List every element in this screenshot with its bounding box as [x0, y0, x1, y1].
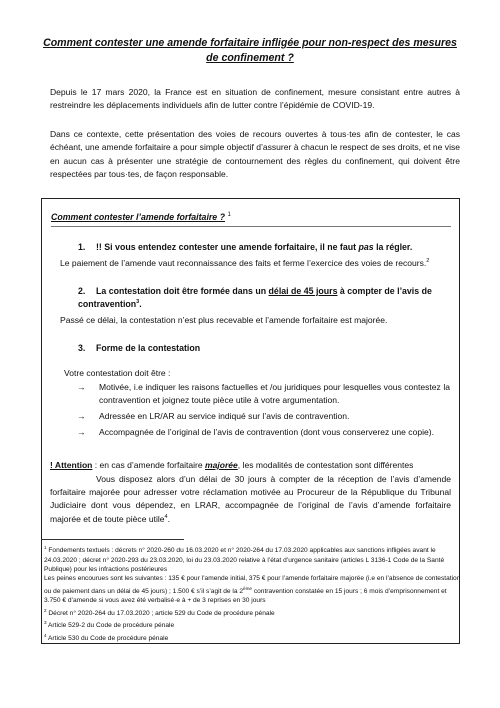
- footnote-3-text: Article 529-2 du Code de procédure pénale: [48, 622, 175, 630]
- list-item: [75, 410, 450, 423]
- contest-requirements-list: [75, 381, 450, 442]
- footnote-ref-4: 4: [164, 513, 168, 520]
- attention-label: ! Attention: [50, 460, 93, 470]
- attention-body-text: Vous disposez alors d’un délai de 30 jours à compter de la réception de l’avis d’amende forfaitaire majorée pour adresser votre réclamation motivée au Procureur de la République du Tribunal Judiciaire dont vous dépendez, en LRAR, accompagnée de l’original de l’avis d’amende forfaitaire majorée et de toute pièce utile: [50, 474, 451, 524]
- attention-body: [50, 473, 451, 526]
- step-2-deadline: délai de 45 jours: [268, 286, 338, 296]
- footnote-2: [44, 606, 462, 619]
- attention-text-a: : en cas d’amende forfaitaire: [92, 460, 206, 470]
- intro-paragraph-1: Depuis le 17 mars 2020, la France est en situation de confinement, mesure consistant entre autres à restreindre les déplacements individuels afin de lutter contre l’épidémie de COVID-19.: [50, 87, 460, 111]
- footnote-1-penalties-a: Les peines encourues sont les suivantes : 135 € pour l’amende initial, 375 € pour l’amende forfaitaire majorée (i.e en l’absence de contestation ou de paiement dans un délai de 45 jours) ; 1.500 € s’il s’agit de la 2: [44, 575, 461, 595]
- footnote-1-penalties-sup: ème: [243, 585, 252, 591]
- intro-paragraph-2: Dans ce contexte, cette présentation des voies de recours ouvertes à tous·tes afin de contester, le cas échéant, une amende forfaitaire a pour simple objectif d’assurer à chacun le respect de ses droits, et ne vise en aucun cas à présenter une stratégie de contournement des règles du confinement, qui doivent être respectées par tous·tes, de façon responsable.: [50, 129, 461, 180]
- step-3-body: Votre contestation doit être :: [64, 368, 171, 378]
- list-item-text: Accompagnée de l’original de l’avis de contravention (dont vous conserverez une copie).: [99, 427, 434, 437]
- step-1-heading-emphasis: pas: [358, 242, 374, 252]
- footnote-3-number: 3: [44, 620, 47, 626]
- footnotes: [44, 543, 462, 644]
- step-2-heading-b: à compter de l’avis de contravention: [78, 286, 432, 309]
- footnote-1-penalties-b: contravention constatée en 15 jours ; 6 mois d’emprisonnement et 3.750 € d’amende si vous avez été verbalisé·e à + de 3 reprises en 30 jours: [44, 588, 447, 605]
- arrow-right-icon: →: [77, 411, 86, 421]
- step-3-heading: [78, 342, 448, 355]
- step-2-number: 2.: [78, 286, 86, 296]
- box-title-text: Comment contester l’amende forfaitaire ?: [51, 212, 226, 222]
- box-title: [51, 212, 231, 222]
- step-1-heading-b: la régler.: [373, 242, 413, 252]
- footnote-1-text: Fondements textuels : décrets n° 2020-260 du 16.03.2020 et n° 2020-264 du 17.03.2020 applicables aux sanctions infligées avant le 24.03.2020 ; décret n° 2020-293 du 23.03.2020, loi du 23.03.2020 relative à l’état d’urgence sanitaire (articles L 3136-1 Code de la Santé Publique) pour les infractions postérieures: [44, 547, 445, 573]
- footnote-4-number: 4: [44, 633, 47, 638]
- step-1-body-text: Le paiement de l’amende vaut reconnaissance des faits et ferme l’exercice des voies de recours.: [60, 258, 427, 268]
- step-1-body: [60, 257, 450, 270]
- step-2-heading: [78, 285, 448, 311]
- footnote-2-text: Décret n° 2020-264 du 17.03.2020 ; article 529 du Code de procédure pénale: [48, 610, 275, 617]
- list-item: [75, 381, 450, 407]
- list-item-text: Motivée, i.e indiquer les raisons factuelles et /ou juridiques pour lesquelles vous contestez la contravention et joignez toute pièce utile à votre argumentation.: [99, 382, 450, 405]
- step-2-heading-c: .: [139, 299, 142, 309]
- footnote-ref-1: 1: [227, 212, 231, 219]
- footnote-1-penalties: [44, 574, 462, 605]
- footnote-1: [44, 543, 462, 574]
- step-3-number: 3.: [78, 343, 86, 353]
- footnote-4-text: Article 530 du Code de procédure pénale: [48, 635, 169, 643]
- step-1-number: 1.: [78, 242, 86, 252]
- page-title: Comment contester une amende forfaitaire infligée pour non-respect des mesures de confinement ?: [43, 37, 457, 64]
- step-1-heading-a: !! Si vous entendez contester une amende forfaitaire, il ne faut: [96, 242, 359, 252]
- footnote-ref-3: 3: [136, 299, 140, 306]
- box-divider: [51, 226, 451, 227]
- arrow-right-icon: →: [77, 427, 86, 437]
- footnote-2-number: 2: [44, 607, 47, 613]
- list-item: [75, 426, 450, 439]
- attention-note: [50, 459, 451, 472]
- footnote-ref-2: 2: [426, 258, 430, 265]
- footnote-3: [44, 618, 462, 631]
- step-1-heading: [78, 241, 448, 254]
- footnote-4: [44, 631, 462, 644]
- step-2-heading-a: La contestation doit être formée dans un: [96, 286, 269, 296]
- step-2-body: Passé ce délai, la contestation n’est plus recevable et l’amende forfaitaire est majorée.: [60, 315, 388, 325]
- attention-text-b: , les modalités de contestation sont différentes: [237, 460, 414, 470]
- attention-majoree: majorée: [205, 460, 238, 470]
- attention-body-end: .: [167, 513, 171, 524]
- list-item-text: Adressée en LR/AR au service indiqué sur l’avis de contravention.: [99, 411, 350, 421]
- footnote-1-number: 1: [44, 545, 47, 550]
- arrow-right-icon: →: [77, 382, 86, 392]
- step-3-heading-text: Forme de la contestation: [96, 343, 201, 353]
- footnote-separator: [41, 539, 184, 540]
